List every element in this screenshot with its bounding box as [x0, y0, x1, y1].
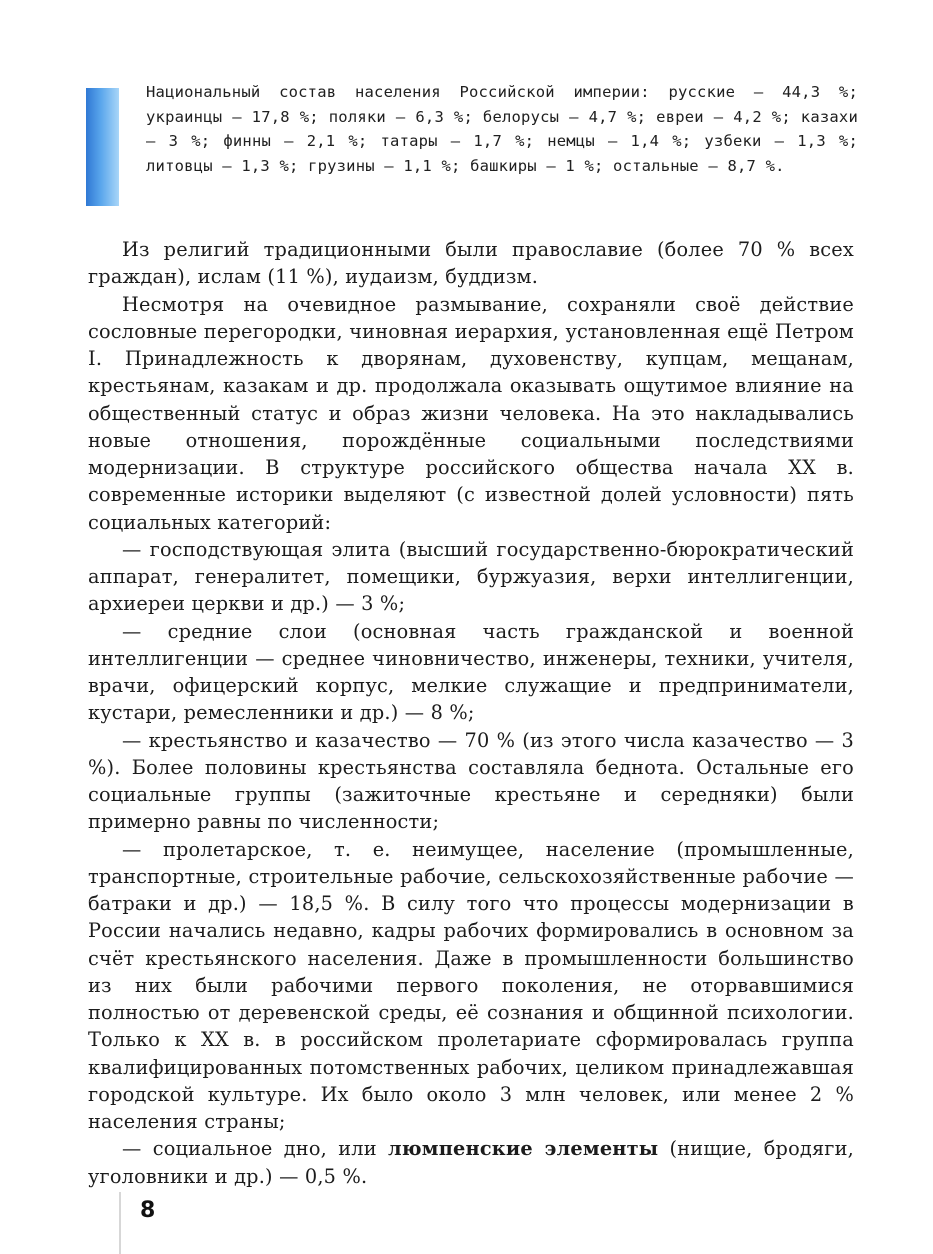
lumpen-term: люмпенские элементы [388, 1137, 659, 1161]
list-item-social-bottom [88, 1135, 854, 1190]
list-item-middle: — средние слои (основная часть гражданской и военной интеллигенции — среднее чиновничество, инженеры, техники, учителя, врачи, офицерский корпус, мелкие служащие и предприниматели, кустари, ремесленники и др.) — 8 %; [88, 619, 854, 725]
paragraph-estates: Несмотря на очевидное размывание, сохраняли своё действие сословные перегородки, чиновная иерархия, установленная ещё Петром I. Принадлежность к дворянам, духовенству, купцам, мещанам, крестьянам, казакам и др. продолжала оказывать ощутимое влияние на общественный статус и образ жизни человека. На это накладывались новые отношения, порождённые социальными последствиями модернизации. В структуре российского общества начала XX в. современные историки выделяют (с известной долей условности) пять социальных категорий: [88, 292, 854, 534]
nationality-infobox: Национальный состав населения Российской империи: русские — 44,3 %; украинцы — 17,8 %; поляки — 6,3 %; белорусы — 4,7 %; евреи — 4,2 %; казахи — 3 %; финны — 2,1 %; татары — 1,7 %; немцы — 1,4 %; узбеки — 1,3 %; литовцы — 1,3 %; грузины — 1,1 %; башкиры — 1 %; остальные — 8,7 %. [146, 83, 858, 175]
social-bottom-text-end: (нищие, бродяги, уголовники и др.) — 0,5 %. [88, 1137, 854, 1188]
list-item-proletariat: — пролетарское, т. е. неимущее, население (промышленные, транспортные, строительные рабочие, сельскохозяйственные рабочие — батраки и др.) — 18,5 %. В силу того что процессы модернизации в России начались недавно, кадры рабочих формировались в основном за счёт крестьянского населения. Даже в промышленности большинство из них были рабочими первого поколения, не оторвавшимися полностью от деревенской среды, её сознания и общинной психологии. Только к XX в. в российском пролетариате сформировалась группа квалифицированных потомственных рабочих, целиком принадлежавшая городской культуре. Их было около 3 млн человек, или менее 2 % населения страны; [88, 837, 854, 1133]
page-number-divider [119, 1192, 121, 1254]
infobox-accent-bar [86, 88, 119, 206]
social-bottom-text-start: — социальное дно, или [122, 1137, 389, 1161]
list-item-elite: — господствующая элита (высший государственно-бюрократический аппарат, генералитет, помещики, буржуазия, верхи интеллигенции, архиереи церкви и др.) — 3 %; [88, 537, 854, 616]
main-text [88, 236, 854, 1190]
page-number: 8 [140, 1198, 156, 1223]
paragraph-religion: Из религий традиционными были православие (более 70 % всех граждан), ислам (11 %), иудаизм, буддизм. [88, 238, 854, 289]
list-item-peasants: — крестьянство и казачество — 70 % (из этого числа казачество — 3 %). Более половины крестьянства составляла беднота. Остальные его социальные группы (зажиточные крестьяне и середняки) были примерно равны по численности; [88, 728, 854, 834]
